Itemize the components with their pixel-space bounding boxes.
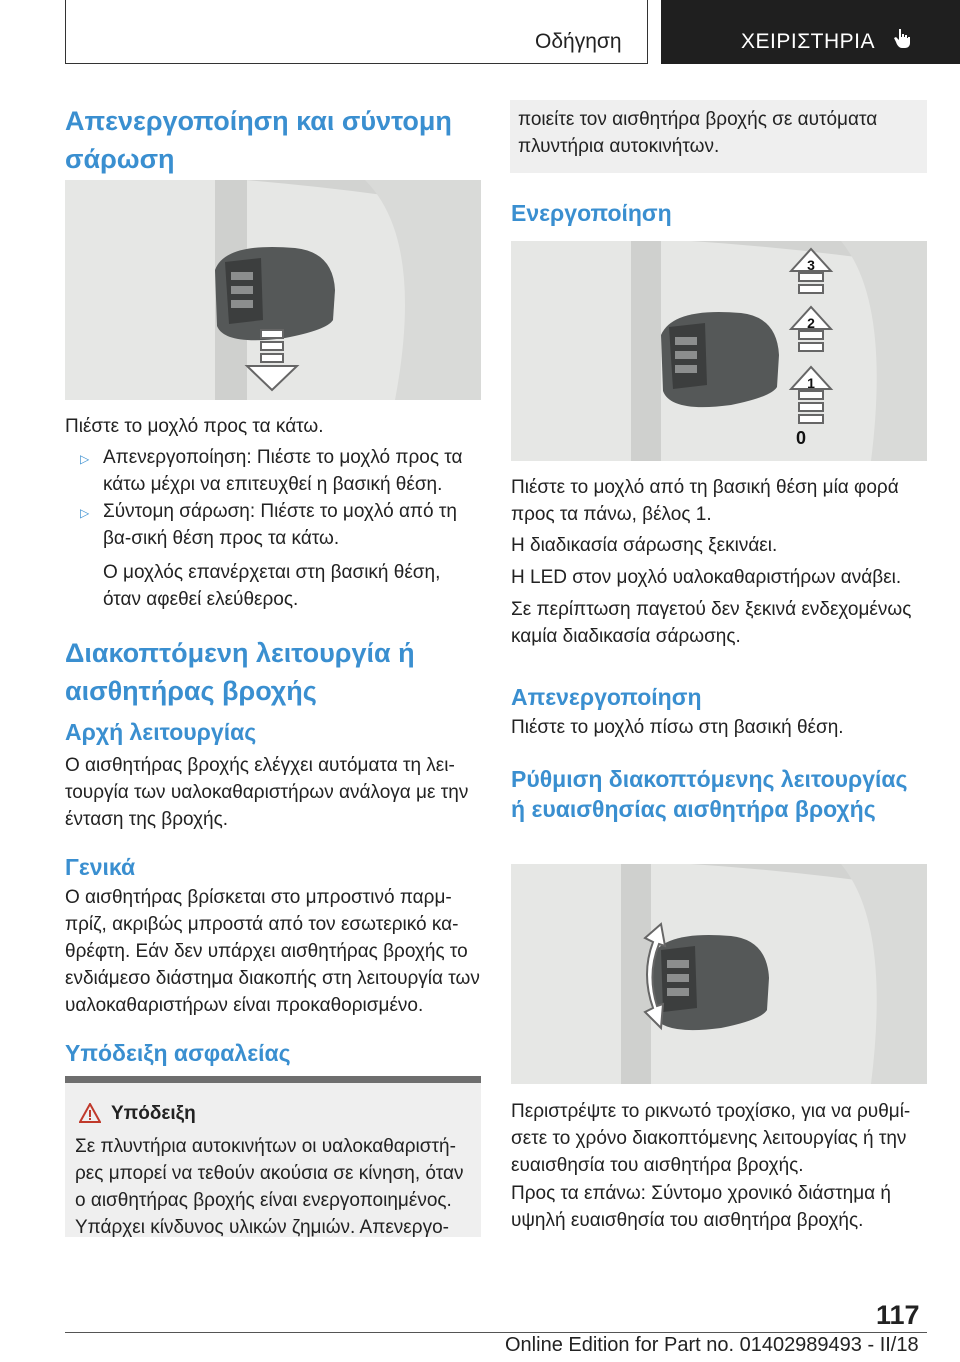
section-label: ΧΕΙΡΙΣΤΗΡΙΑ [741, 30, 876, 53]
list-item-short-wipe: Σύντομη σάρωση: Πιέστε το μοχλό από τη βα-σική θέση προς τα κάτω. [103, 501, 457, 549]
warning-triangle-icon [79, 1103, 101, 1128]
figure-lever-down [65, 180, 481, 400]
bullet-triangle-icon: ▷ [80, 452, 90, 466]
header-tab-label[interactable]: Οδήγηση [535, 30, 622, 53]
arrow-label-3: 3 [807, 257, 815, 273]
warning-continuation-box [510, 100, 927, 173]
footer-rule [65, 1332, 927, 1333]
instruction-press-down: Πιέστε το μοχλό προς τα κάτω. [65, 416, 324, 437]
hand-pointer-icon [891, 26, 915, 55]
text-activation-3: Η LED στον μοχλό υαλοκαθαριστήρων ανάβει. [511, 567, 902, 588]
text-principle: Ο αισθητήρας βροχής ελέγχει αυτόματα τη λει-τουργία των υαλοκαθαριστήρων ανάλογα με την ένταση της βροχής. [65, 755, 469, 830]
text-general: Ο αισθητήρας βρίσκεται στο μπροστινό παρμ-πρίζ, ακριβώς μπροστά από τον εσωτερικό κα-θρέφτη. Εάν δεν υπάρχει αισθητήρας βροχής το ενδιάμεσο διάστημα διακοπής στη λειτουργία των υαλοκαθαριστήρων είναι προκαθορισμένο. [65, 887, 480, 1016]
heading-adjust-sensitivity: Ρύθμιση διακοπτόμενης λειτουργίας ή ευαισθησίας αισθητήρα βροχής [511, 766, 908, 822]
text-activation-1: Πιέστε το μοχλό από τη βασική θέση μία φορά προς τα πάνω, βέλος 1. [511, 477, 899, 525]
heading-activation: Ενεργοποίηση [511, 200, 672, 226]
heading-general: Γενικά [65, 854, 136, 880]
page-number: 117 [876, 1300, 920, 1330]
arrow-label-0: 0 [795, 428, 807, 448]
figure-lever-up [511, 241, 927, 461]
heading-deactivation: Απενεργοποίηση και σύντομη σάρωση [65, 106, 452, 174]
heading-principle: Αρχή λειτουργίας [65, 719, 257, 745]
text-adjust-1: Περιστρέψτε το ρικνωτό τροχίσκο, για να ρυθμί-σετε το χρόνο διακοπτόμενης λειτουργίας ή την ευαισθησία του αισθητήρα βροχής. [511, 1101, 911, 1176]
text-adjust-2: Προς τα επάνω: Σύντομο χρονικό διάστημα ή υψηλή ευαισθησία του αισθητήρα βροχής. [511, 1183, 891, 1231]
list-item-deactivation: Απενεργοποίηση: Πιέστε το μοχλό προς τα κάτω μέχρι να επιτευχθεί η βασική θέση. [103, 447, 463, 495]
figure-thumbwheel [511, 864, 927, 1084]
warning-title: Υπόδειξη [111, 1103, 196, 1124]
warning-continuation-text: ποιείτε τον αισθητήρα βροχής σε αυτόματα πλυντήρια αυτοκινήτων. [518, 109, 878, 157]
text-deactivation: Πιέστε το μοχλό πίσω στη βασική θέση. [511, 717, 844, 738]
heading-safety: Υπόδειξη ασφαλείας [65, 1040, 291, 1066]
list-item-note: Ο μοχλός επανέρχεται στη βασική θέση, όταν αφεθεί ελεύθερος. [103, 562, 441, 610]
warning-box [65, 1083, 481, 1237]
text-activation-2: Η διαδικασία σάρωσης ξεκινάει. [511, 535, 778, 556]
header-section-tab[interactable] [661, 0, 960, 64]
bullet-triangle-icon: ▷ [80, 506, 90, 520]
text-activation-4: Σε περίπτωση παγετού δεν ξεκινά ενδεχομένως καμία διαδικασία σάρωσης. [511, 599, 912, 647]
warning-bar [65, 1076, 481, 1083]
heading-deactivation-2: Απενεργοποίηση [511, 684, 702, 710]
arrow-label-2: 2 [807, 315, 815, 331]
arrow-label-1: 1 [807, 375, 815, 391]
warning-text: Σε πλυντήρια αυτοκινήτων οι υαλοκαθαριστή-ρες μπορεί να τεθούν ακούσια σε κίνηση, όταν ο αισθητήρας βροχής είναι ενεργοποιημένος. Υπάρχει κίνδυνος υλικών ζημιών. Απενεργο- [75, 1136, 464, 1238]
heading-intermittent: Διακοπτόμενη λειτουργία ή αισθητήρας βροχής [65, 638, 415, 706]
footer-edition: Online Edition for Part no. 01402989493 - II/18 [505, 1334, 919, 1356]
